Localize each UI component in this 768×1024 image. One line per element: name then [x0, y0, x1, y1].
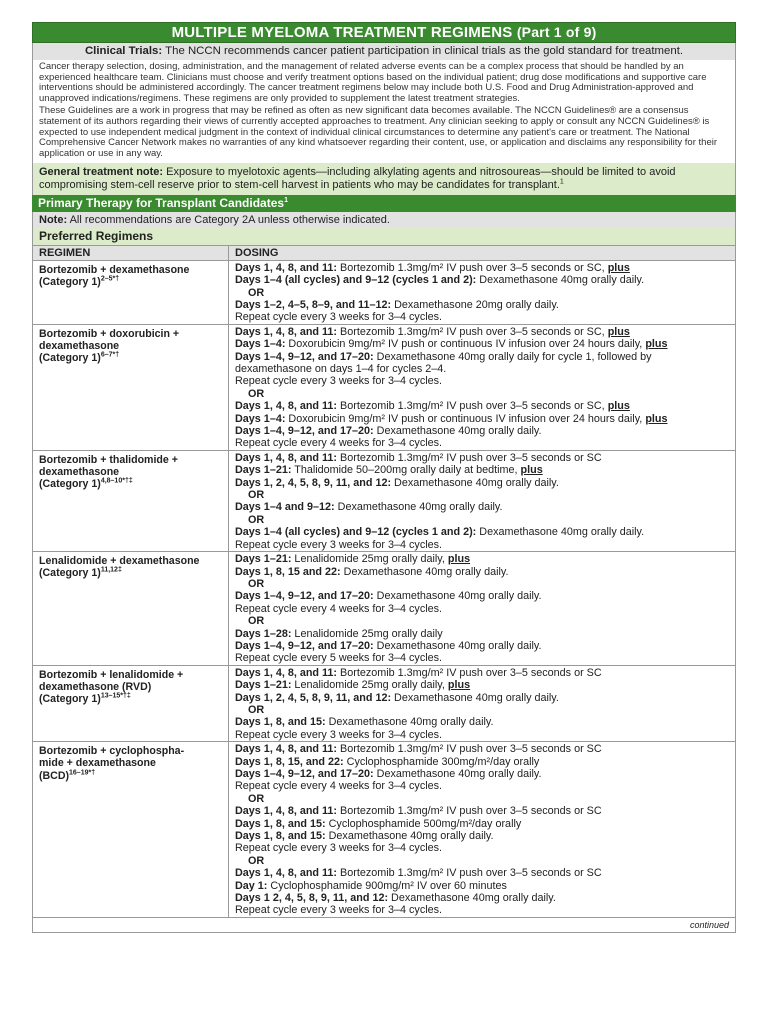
dosing-line [235, 830, 729, 842]
dosing-line [235, 780, 729, 792]
dosing-line [235, 652, 729, 664]
general-note-label: General treatment note: [39, 166, 164, 179]
or-separator: OR [248, 286, 265, 299]
dosing-cell [229, 260, 736, 324]
dosing-line [235, 590, 729, 602]
dosing-days: Days 1, 4, 8, and 11: [235, 325, 338, 338]
dosing-text: Repeat cycle every 4 weeks for 3–4 cycles. [235, 602, 443, 615]
dosing-days: Days 1–4 (all cycles) and 9–12 (cycles 1 and 2): [235, 274, 477, 287]
dosing-line [235, 437, 729, 449]
dosing-text: Repeat cycle every 5 weeks for 3–4 cycles. [235, 652, 443, 665]
continued-label: continued [32, 918, 736, 933]
dosing-days: Days 1, 4, 8, and 11: [235, 261, 338, 274]
dosing-line [235, 756, 729, 768]
dosing-text: Dexamethasone 40mg orally daily. [340, 565, 509, 578]
dosing-text: Thalidomide 50–200mg orally daily at bedtime, [291, 464, 521, 477]
dosing-days: Days 1–4, 9–12, and 17–20: [235, 425, 374, 438]
dosing-text: Repeat cycle every 3 weeks for 3–4 cycles. [235, 904, 443, 917]
dosing-text: Lenalidomide 25mg orally daily [291, 627, 443, 640]
dosing-text: Lenalidomide 25mg orally daily, [291, 553, 448, 566]
dosing-line [235, 400, 729, 412]
dosing-text: Lenalidomide 25mg orally daily, [291, 679, 448, 692]
regimen-reference-sup: 16–19*† [69, 769, 96, 777]
dosing-text: Dexamethasone 40mg orally daily. [391, 691, 559, 704]
dosing-cell [229, 552, 736, 666]
plus-connector: plus [447, 553, 471, 566]
dosing-line [235, 768, 729, 780]
dosing-days: Days 1–4: [235, 412, 286, 425]
or-separator: OR [248, 854, 265, 867]
regimen-reference-sup: 4,8–10*†‡ [100, 477, 133, 485]
dosing-days: Days 1–21: [235, 464, 292, 477]
dosing-days: Days 1–4: [235, 338, 286, 351]
dosing-line [235, 679, 729, 691]
dosing-days: Days 1, 8, and 15: [235, 716, 326, 729]
table-row [33, 742, 736, 918]
clinical-trials-banner [32, 43, 736, 60]
regimen-name-line: Bortezomib + doxorubicin + [39, 327, 180, 340]
regimen-name-line: Bortezomib + lenalidomide + [39, 668, 184, 681]
dosing-text: Repeat cycle every 3 weeks for 3–4 cycles. [235, 842, 443, 855]
dosing-text: Repeat cycle every 4 weeks for 3–4 cycles. [235, 780, 443, 793]
dosing-text: Dexamethasone 40mg orally daily. [373, 425, 542, 438]
section-heading [32, 195, 736, 212]
dosing-days: Days 1, 4, 8, and 11: [235, 743, 338, 756]
note-label: Note: [39, 213, 68, 226]
dosing-line [235, 299, 729, 311]
dosing-line [235, 892, 729, 904]
regimen-name-line: Lenalidomide + dexamethasone [39, 555, 200, 568]
or-separator: OR [248, 615, 265, 628]
title-part: (Part 1 of 9) [516, 24, 597, 40]
dosing-cell [229, 450, 736, 551]
dosing-line [235, 667, 729, 679]
dosing-line [235, 867, 729, 879]
dosing-line [235, 526, 729, 538]
general-note-sup: 1 [559, 177, 564, 185]
dosing-column-header: DOSING [229, 245, 736, 260]
plus-connector: plus [645, 412, 668, 425]
dosing-days: Days 1, 2, 4, 5, 8, 9, 11, and 12: [235, 476, 392, 489]
table-row [33, 450, 736, 551]
dosing-line [235, 692, 729, 704]
dosing-text: Bortezomib 1.3mg/m² IV push over 3–5 seconds or SC, [337, 325, 608, 338]
table-row [33, 552, 736, 666]
plus-connector: plus [645, 338, 668, 351]
dosing-text: Repeat cycle every 4 weeks for 3–4 cycles. [235, 437, 443, 450]
regimen-name-line: dexamethasone (RVD) [39, 680, 152, 693]
regimen-name-line: Bortezomib + cyclophospha- [39, 745, 185, 758]
dosing-line [235, 262, 729, 274]
dosing-line [235, 501, 729, 513]
dosing-text: Bortezomib 1.3mg/m² IV push over 3–5 seconds or SC [337, 451, 602, 464]
clinical-trials-text: The NCCN recommends cancer patient participation in clinical trials as the gold standard for treatment. [165, 45, 684, 57]
plus-connector: plus [607, 261, 630, 274]
page [32, 22, 736, 933]
regimen-cell [33, 665, 229, 741]
dosing-line [235, 716, 729, 728]
dosing-line [235, 425, 729, 437]
regimen-cell [33, 450, 229, 551]
dosing-days: Days 1–21: [235, 553, 292, 566]
dosing-text: Cyclophosphamide 300mg/m²/day orally [343, 755, 540, 768]
dosing-text: Dexamethasone 40mg orally daily. [476, 526, 645, 539]
general-treatment-note [32, 163, 736, 194]
regimen-name-line: (Category 1) [39, 352, 101, 365]
dosing-text: Repeat cycle every 3 weeks for 3–4 cycles. [235, 728, 443, 741]
dosing-cell [229, 742, 736, 918]
regimen-name-line: (Category 1) [39, 478, 101, 491]
table-row [33, 324, 736, 450]
dosing-text: Dexamethasone 20mg orally daily. [391, 298, 559, 311]
dosing-days: Days 1, 2, 4, 5, 8, 9, 11, and 12: [235, 691, 392, 704]
dosing-line [235, 375, 729, 387]
dosing-line [235, 805, 729, 817]
regimen-column-header: REGIMEN [33, 245, 229, 260]
dosing-days: Days 1–28: [235, 627, 292, 640]
regimen-name-line: dexamethasone [39, 466, 120, 479]
dosing-line [235, 413, 729, 425]
intro-paragraph: These Guidelines are a work in progress that may be refined as often as new significant data becomes available. The NCCN Guidelines® are a consensus statement of its authors regarding their views of currently accepted approaches to treatment. Any clinician seeking to apply or consult any NCCN Guidelines® is expected to use independent medical judgment in the context of individual clinical circumstances to determine any patient's care or treatment. The National Comprehensive Cancer Network makes no warranties of any kind whatsoever regarding their content, use, or application and disclaims any responsibility for their application or use in any way. [39, 105, 717, 159]
dosing-line [235, 464, 729, 476]
dosing-cell [229, 324, 736, 450]
dosing-text: Repeat cycle every 3 weeks for 3–4 cycles. [235, 375, 443, 388]
intro-text [32, 60, 736, 163]
regimen-cell [33, 742, 229, 918]
dosing-line [235, 566, 729, 578]
regimen-name-line: (Category 1) [39, 693, 101, 706]
regimen-name-line: Bortezomib + dexamethasone [39, 263, 190, 276]
dosing-line [235, 729, 729, 741]
table-row [33, 665, 736, 741]
dosing-line [235, 477, 729, 489]
dosing-days: Days 1–2, 4–5, 8–9, and 11–12: [235, 298, 392, 311]
table-row [33, 260, 736, 324]
dosing-text: Dexamethasone 40mg orally daily. [325, 716, 494, 729]
section-text: Primary Therapy for Transplant Candidates [38, 195, 285, 210]
dosing-text: Dexamethasone 40mg orally daily. [373, 768, 542, 780]
dosing-text: Dexamethasone 40mg orally daily. [476, 274, 645, 287]
dosing-line [235, 818, 729, 830]
regimen-name-line: (Category 1) [39, 275, 101, 288]
regimen-reference-sup: 11,12‡ [100, 566, 122, 574]
regimen-name-line: mide + dexamethasone [39, 757, 156, 770]
dosing-line [235, 351, 729, 376]
dosing-line [235, 452, 729, 464]
or-separator: OR [248, 577, 265, 590]
dosing-text: Dexamethasone 40mg orally daily. [373, 590, 542, 603]
dosing-days: Days 1–4 and 9–12: [235, 501, 335, 514]
dosing-text: Bortezomib 1.3mg/m² IV push over 3–5 seconds or SC [337, 666, 602, 679]
table-header-row [33, 245, 736, 260]
dosing-text: Repeat cycle every 3 weeks for 3–4 cycles. [235, 311, 443, 324]
dosing-text: Dexamethasone 40mg orally daily. [391, 476, 559, 489]
regimen-cell [33, 552, 229, 666]
dosing-text: Repeat cycle every 3 weeks for 3–4 cycles. [235, 538, 443, 551]
dosing-text: Dexamethasone 40mg orally daily for cycle 1, followed by dexamethasone on days 1–4 for cycles 2–4. [235, 350, 652, 375]
regimen-reference-sup: 6–7*† [100, 351, 120, 359]
section-sup: 1 [284, 196, 288, 204]
or-separator: OR [248, 703, 265, 716]
dosing-days: Days 1–4, 9–12, and 17–20: [235, 350, 374, 363]
dosing-line [235, 274, 729, 286]
dosing-days: Days 1, 8, 15 and 22: [235, 565, 341, 578]
note-text: All recommendations are Category 2A unless otherwise indicated. [69, 213, 390, 226]
dosing-text: Bortezomib 1.3mg/m² IV push over 3–5 seconds or SC [337, 867, 602, 880]
dosing-text: Dexamethasone 40mg orally daily. [373, 639, 542, 652]
category-note [32, 212, 736, 228]
dosing-text: Dexamethasone 40mg orally daily. [325, 830, 494, 843]
plus-connector: plus [447, 679, 471, 692]
dosing-line [235, 640, 729, 652]
plus-connector: plus [607, 325, 630, 338]
dosing-days: Days 1, 4, 8, and 11: [235, 805, 338, 818]
or-separator: OR [248, 513, 265, 526]
dosing-line [235, 743, 729, 755]
dosing-text: Bortezomib 1.3mg/m² IV push over 3–5 seconds or SC, [337, 400, 608, 413]
document-title [32, 22, 736, 43]
dosing-days: Days 1, 8, and 15: [235, 830, 326, 843]
regimen-cell [33, 260, 229, 324]
regimen-reference-sup: 13–15*†‡ [100, 692, 131, 700]
or-separator: OR [248, 792, 265, 805]
dosing-text: Bortezomib 1.3mg/m² IV push over 3–5 seconds or SC, [337, 261, 608, 274]
dosing-line [235, 338, 729, 350]
dosing-days: Days 1, 4, 8, and 11: [235, 867, 338, 880]
dosing-line [235, 904, 729, 916]
or-separator: OR [248, 489, 265, 502]
dosing-text: Cyclophosphamide 900mg/m² IV over 60 minutes [267, 879, 507, 892]
dosing-text: Bortezomib 1.3mg/m² IV push over 3–5 seconds or SC [337, 805, 602, 818]
dosing-line [235, 326, 729, 338]
regimen-table [32, 245, 736, 918]
plus-connector: plus [520, 464, 543, 477]
dosing-line [235, 880, 729, 892]
dosing-line [235, 553, 729, 565]
title-main: MULTIPLE MYELOMA TREATMENT REGIMENS [171, 24, 513, 41]
intro-paragraph: Cancer therapy selection, dosing, administration, and the management of related adverse events can be a complex process that should be handled by an experienced healthcare team. Clinicians must choose and verify treatment options based on the individual patient; drug dose modifications and supportive care interventions should be administered accordingly. The cancer treatment regimens below may include both U.S. Food and Drug Administration-approved and unapproved indications/regimens. These regimens are only provided to supplement the latest treatment strategies. [39, 61, 707, 104]
dosing-days: Days 1 2, 4, 5, 8, 9, 11, and 12: [235, 892, 389, 905]
clinical-trials-label: Clinical Trials: [84, 45, 163, 57]
dosing-line [235, 539, 729, 551]
regimen-name-line: (Category 1) [39, 567, 101, 580]
dosing-days: Days 1, 4, 8, and 11: [235, 400, 338, 413]
plus-connector: plus [607, 400, 630, 413]
dosing-days: Days 1, 4, 8, and 11: [235, 451, 338, 464]
general-note-text: Exposure to myelotoxic agents—including alkylating agents and nitrosoureas—should be limited to avoid compromising stem-cell reserve prior to stem-cell harvest in patients who may be candidates for transplant. [39, 166, 676, 191]
regimen-cell [33, 324, 229, 450]
dosing-line [235, 628, 729, 640]
dosing-line [235, 311, 729, 323]
preferred-regimens-heading: Preferred Regimens [32, 228, 736, 245]
regimen-name-line: (BCD) [39, 769, 70, 782]
dosing-line [235, 842, 729, 854]
dosing-text: Cyclophosphamide 500mg/m²/day orally [325, 817, 522, 830]
dosing-days: Days 1–4, 9–12, and 17–20: [235, 639, 374, 652]
or-separator: OR [248, 387, 265, 400]
dosing-line [235, 603, 729, 615]
dosing-days: Days 1–4 (all cycles) and 9–12 (cycles 1 and 2): [235, 526, 477, 539]
dosing-text: Doxorubicin 9mg/m² IV push or continuous IV infusion over 24 hours daily, [285, 412, 646, 425]
dosing-days: Days 1–21: [235, 679, 292, 692]
dosing-days: Days 1, 8, and 15: [235, 817, 326, 830]
dosing-text: Bortezomib 1.3mg/m² IV push over 3–5 seconds or SC [337, 743, 602, 756]
dosing-cell [229, 665, 736, 741]
dosing-days: Days 1, 8, 15, and 22: [235, 755, 344, 768]
dosing-text: Doxorubicin 9mg/m² IV push or continuous IV infusion over 24 hours daily, [285, 338, 646, 351]
regimen-reference-sup: 2–5*† [100, 275, 120, 283]
dosing-days: Day 1: [235, 879, 268, 892]
dosing-text: Dexamethasone 40mg orally daily. [334, 501, 503, 514]
dosing-days: Days 1–4, 9–12, and 17–20: [235, 590, 374, 603]
regimen-name-line: dexamethasone [39, 339, 120, 352]
dosing-days: Days 1, 4, 8, and 11: [235, 666, 338, 679]
regimen-name-line: Bortezomib + thalidomide + [39, 453, 178, 466]
dosing-text: Dexamethasone 40mg orally daily. [388, 892, 556, 905]
dosing-days: Days 1–4, 9–12, and 17–20: [235, 768, 374, 780]
